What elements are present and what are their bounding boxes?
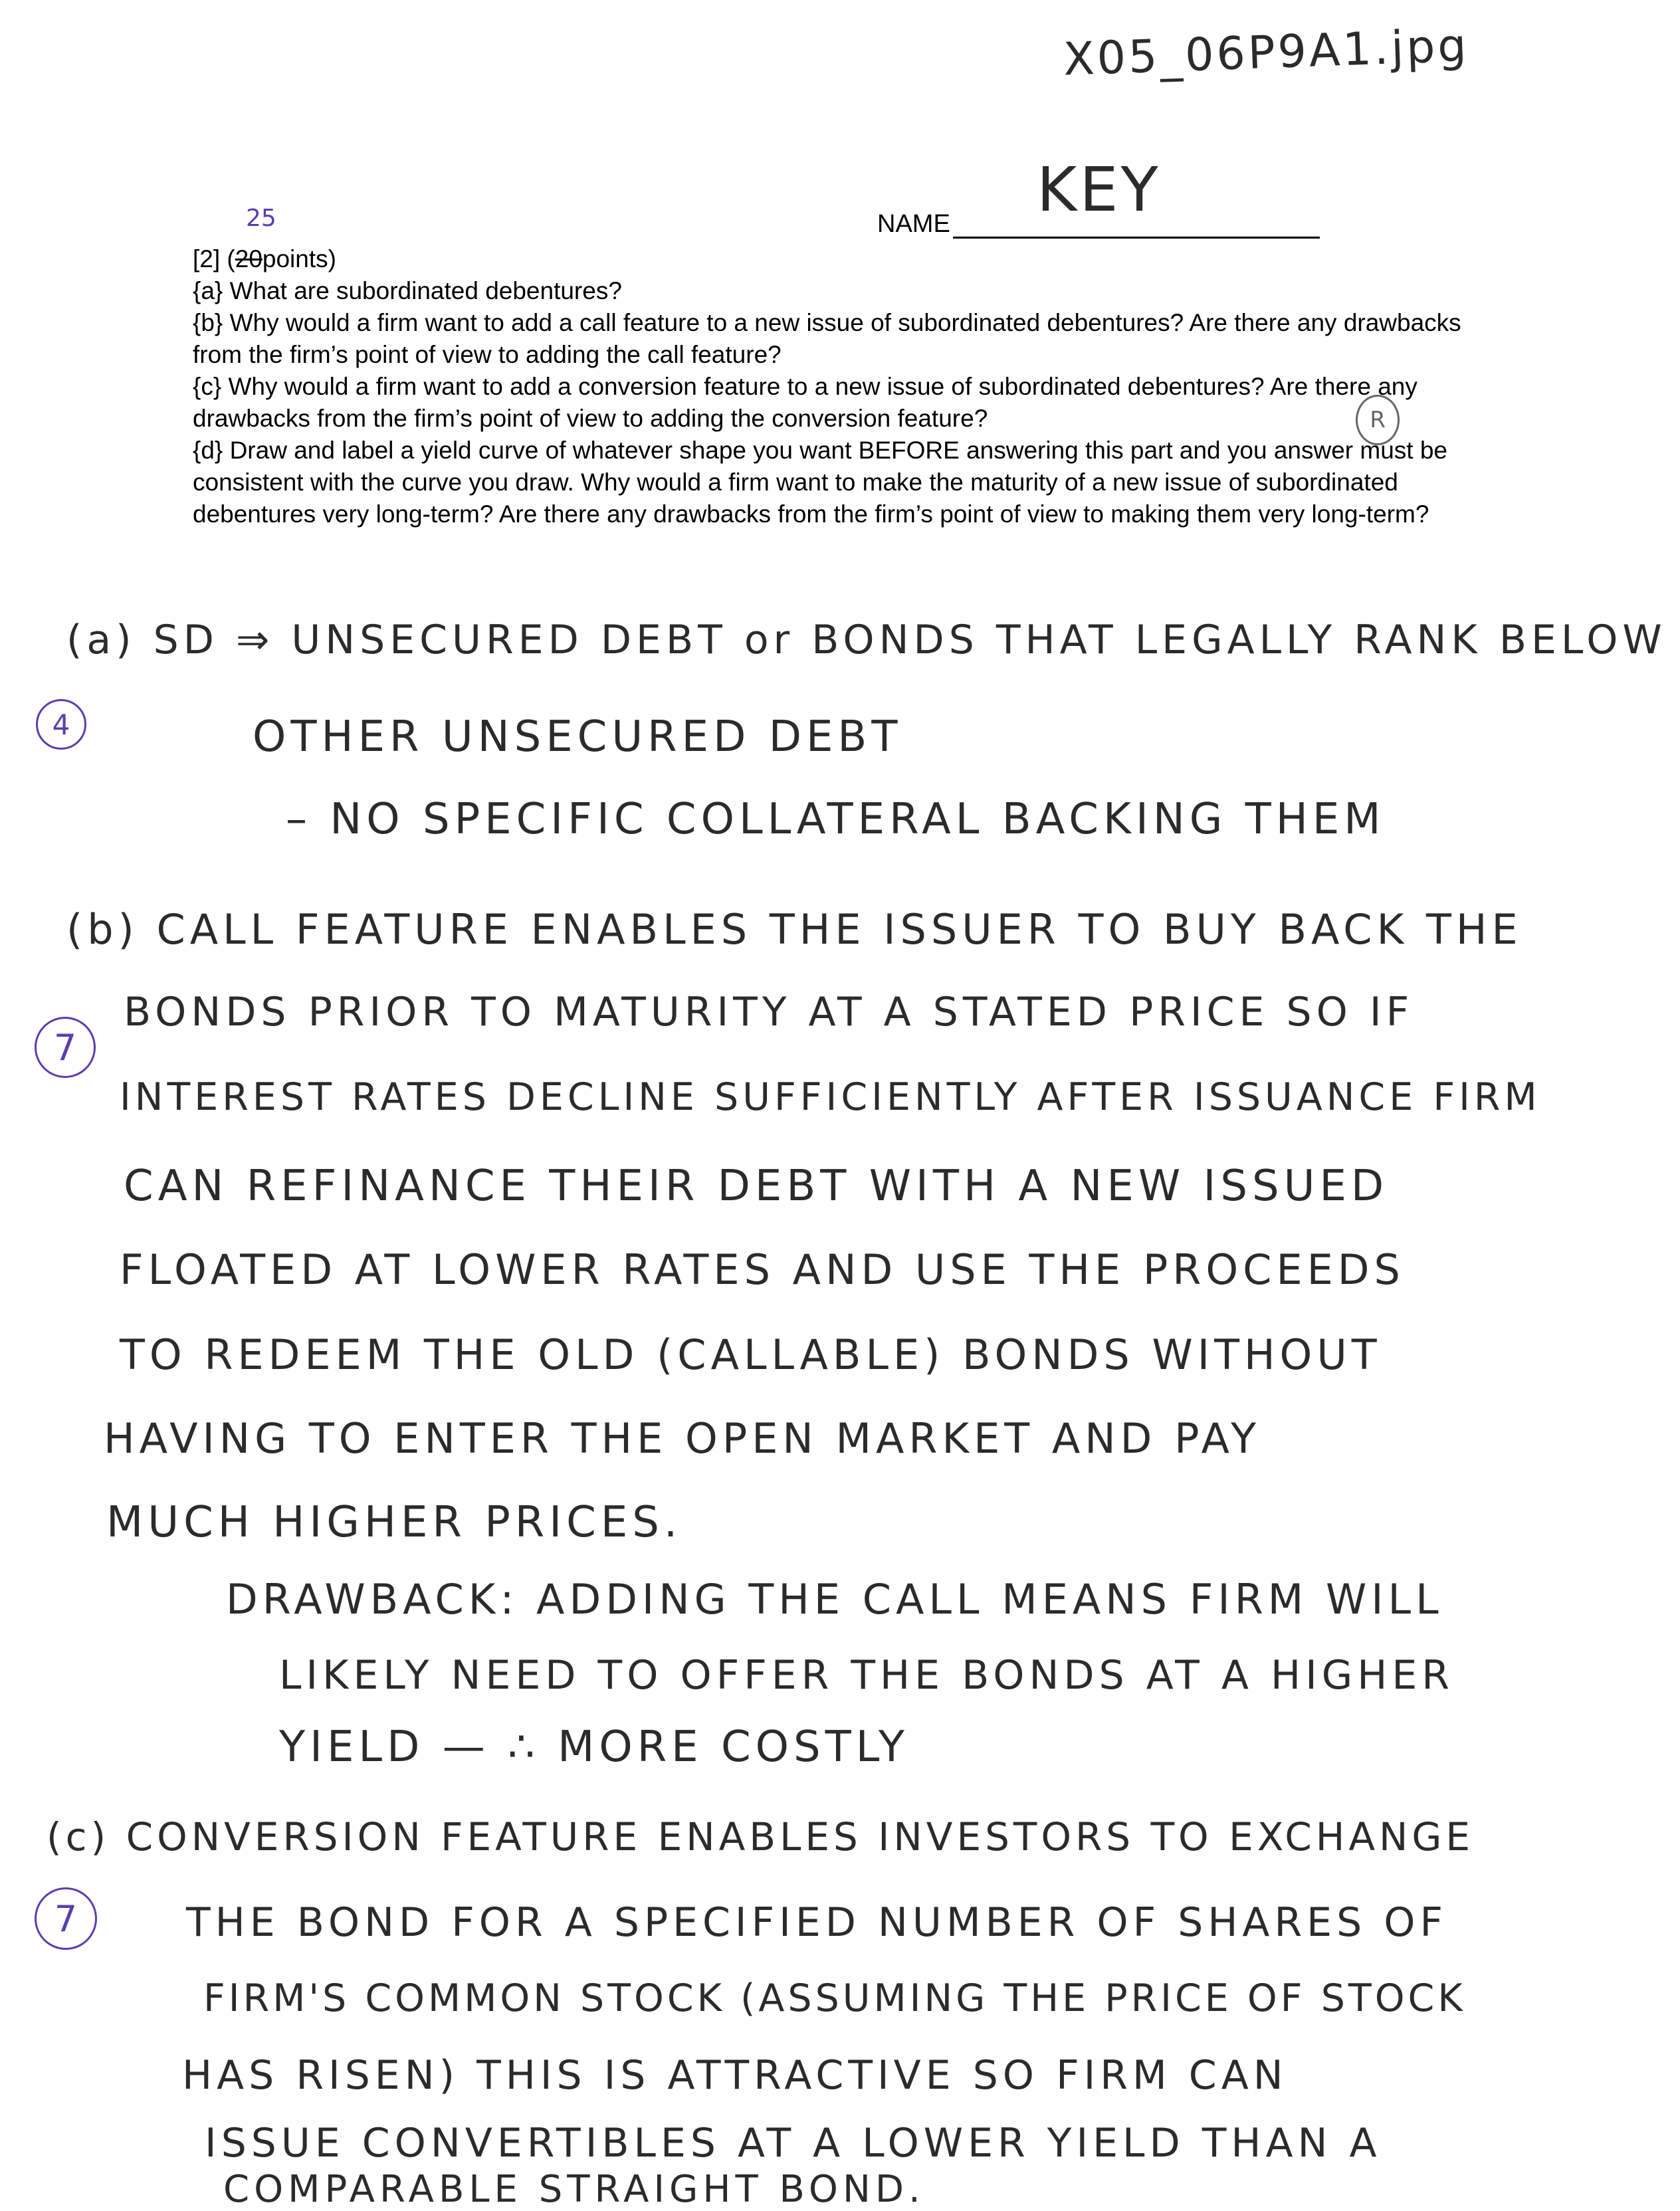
score-mark-b: 7 [35, 1017, 96, 1078]
score-mark-c: 7 [35, 1887, 97, 1950]
name-label: NAME [877, 210, 950, 238]
answer-c-line: ISSUE CONVERTIBLES AT A LOWER YIELD THAN A [205, 2120, 1382, 2166]
name-underline [953, 237, 1320, 239]
answer-c-line: HAS RISEN) THIS IS ATTRACTIVE SO FIRM CAN [182, 2052, 1288, 2099]
points-struck: 20 [235, 245, 262, 272]
name-value-key: KEY [1037, 154, 1161, 225]
answer-b-line: INTEREST RATES DECLINE SUFFICIENTLY AFTER ISSUANCE FIRM [120, 1075, 1541, 1119]
answer-b-line: CAN REFINANCE THEIR DEBT WITH A NEW ISSUED [124, 1162, 1389, 1211]
question-part-c: {c} Why would a firm want to add a conversion feature to a new issue of subordinated debentures? Are there any drawbacks from the firm’s point of view to adding the conversion feature? [193, 373, 1418, 432]
answer-b-line: HAVING TO ENTER THE OPEN MARKET AND PAY [104, 1414, 1261, 1463]
answer-c-line: FIRM'S COMMON STOCK (ASSUMING THE PRICE OF STOCK [203, 1976, 1466, 2020]
answer-c-line: COMPARABLE STRAIGHT BOND. [223, 2168, 925, 2211]
file-name-annotation: X05_06P9A1.jpg [1062, 19, 1470, 86]
answer-b-line: DRAWBACK: ADDING THE CALL MEANS FIRM WILL [226, 1575, 1443, 1624]
answer-c-line: (c) CONVERSION FEATURE ENABLES INVESTORS TO EXCHANGE [47, 1814, 1475, 1859]
question-header: [2] (20points) [193, 245, 336, 272]
answer-a-line: OTHER UNSECURED DEBT [253, 712, 902, 762]
question-part-d: {d} Draw and label a yield curve of whatever shape you want BEFORE answering this part and you answer must be consistent with the curve you draw. Why would a firm want to make the maturity of a new issue of subordinated debentures very long-term? Are there any drawbacks from the firm’s point of view to making them very long-term? [193, 437, 1448, 528]
answer-c-line: THE BOND FOR A SPECIFIED NUMBER OF SHARES OF [186, 1899, 1447, 1946]
answer-a-line: (a) SD ⇒ UNSECURED DEBT or BONDS THAT LEGALLY RANK BELOW [66, 617, 1667, 663]
score-correction: 25 [246, 205, 276, 232]
answer-b-line: YIELD — ∴ MORE COSTLY [279, 1723, 909, 1772]
score-mark-a: 4 [36, 699, 86, 750]
points-suffix: points) [262, 245, 336, 272]
question-part-b: {b} Why would a firm want to add a call feature to a new issue of subordinated debentures? Are there any drawbacks from the firm’s point of view to adding the call feature? [193, 309, 1461, 368]
answer-b-line: (b) CALL FEATURE ENABLES THE ISSUER TO BUY BACK THE [66, 905, 1522, 954]
question-block [193, 243, 1482, 530]
pencil-mark-r: R [1356, 395, 1400, 445]
answer-a-line: – NO SPECIFIC COLLATERAL BACKING THEM [286, 795, 1386, 844]
answer-b-line: TO REDEEM THE OLD (CALLABLE) BONDS WITHOUT [120, 1330, 1382, 1379]
answer-b-line: MUCH HIGHER PRICES. [106, 1498, 682, 1547]
answer-b-line: FLOATED AT LOWER RATES AND USE THE PROCEEDS [120, 1245, 1405, 1294]
question-number: [2] [193, 245, 221, 272]
answer-b-line: LIKELY NEED TO OFFER THE BONDS AT A HIGHER [279, 1652, 1454, 1699]
question-part-a: {a} What are subordinated debentures? [193, 277, 622, 304]
answer-b-line: BONDS PRIOR TO MATURITY AT A STATED PRICE SO IF [124, 989, 1414, 1035]
